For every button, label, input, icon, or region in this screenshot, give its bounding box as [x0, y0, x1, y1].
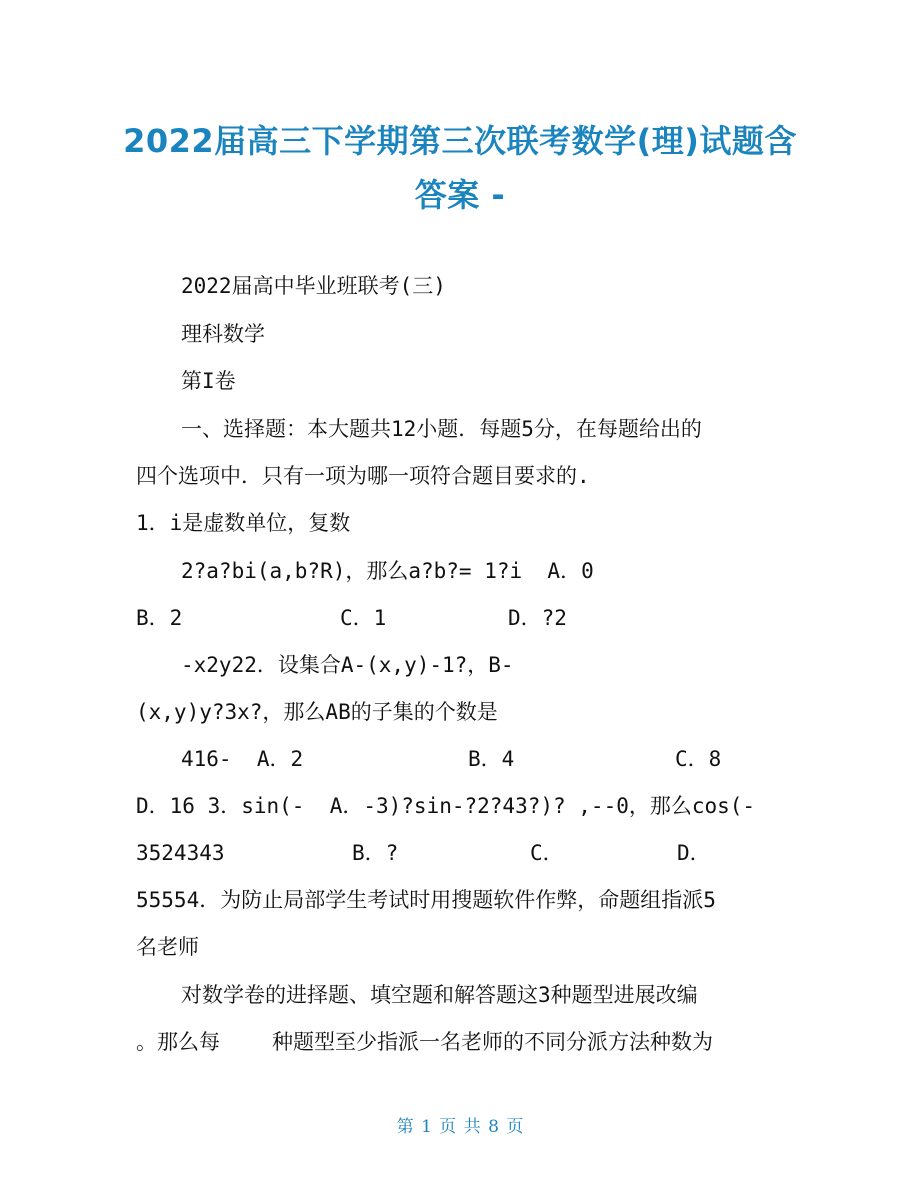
question-line: (x,y)y?3x?，那么AB的子集的个数是	[136, 700, 498, 724]
option-text: B．4	[468, 747, 515, 771]
section-intro-line: 四个选项中．只有一项为哪一项符合题目要求的.	[136, 464, 590, 488]
option-text: 416- A．2	[181, 747, 304, 771]
option-text: C．1	[340, 606, 387, 630]
exam-header-line: 2022届高中毕业班联考(三)	[181, 274, 446, 298]
option-text: D．	[677, 841, 711, 865]
option-text: B．2	[136, 606, 183, 630]
section-intro-line: 一、选择题：本大题共12小题．每题5分，在每题给出的	[181, 417, 702, 441]
question-line: 。那么每	[136, 1030, 220, 1054]
question-line: -x2y22．设集合A-(x,y)-1?，B-	[181, 653, 514, 677]
option-text: 3524343	[136, 841, 225, 865]
question-line: 55554．为防止局部学生考试时用搜题软件作弊，命题组指派5	[136, 888, 716, 912]
volume-line: 第I卷	[181, 369, 236, 393]
document-title-line-2: 答案 -	[414, 176, 506, 214]
question-line: 名老师	[136, 935, 199, 959]
option-text: C．	[530, 841, 564, 865]
option-text: B．?	[352, 841, 399, 865]
document-title-line-1: 2022届高三下学期第三次联考数学(理)试题含	[123, 122, 797, 160]
question-line: D．16 3．sin(- A．-3)?sin-?2?43?)? ,--0，那么cos(-	[136, 794, 756, 818]
question-line: 种题型至少指派一名老师的不同分派方法种数为	[272, 1030, 713, 1054]
option-text: C．8	[675, 747, 722, 771]
question-line: 2?a?bi(a,b?R)，那么a?b?= 1?i A．0	[181, 559, 594, 583]
option-text: D．?2	[508, 606, 567, 630]
question-line: 对数学卷的进择题、填空题和解答题这3种题型进展改编	[181, 983, 698, 1007]
subject-line: 理科数学	[181, 322, 265, 346]
page-number-footer: 第 1 页 共 8 页	[396, 1117, 524, 1137]
question-line: 1．i是虚数单位，复数	[136, 511, 351, 535]
